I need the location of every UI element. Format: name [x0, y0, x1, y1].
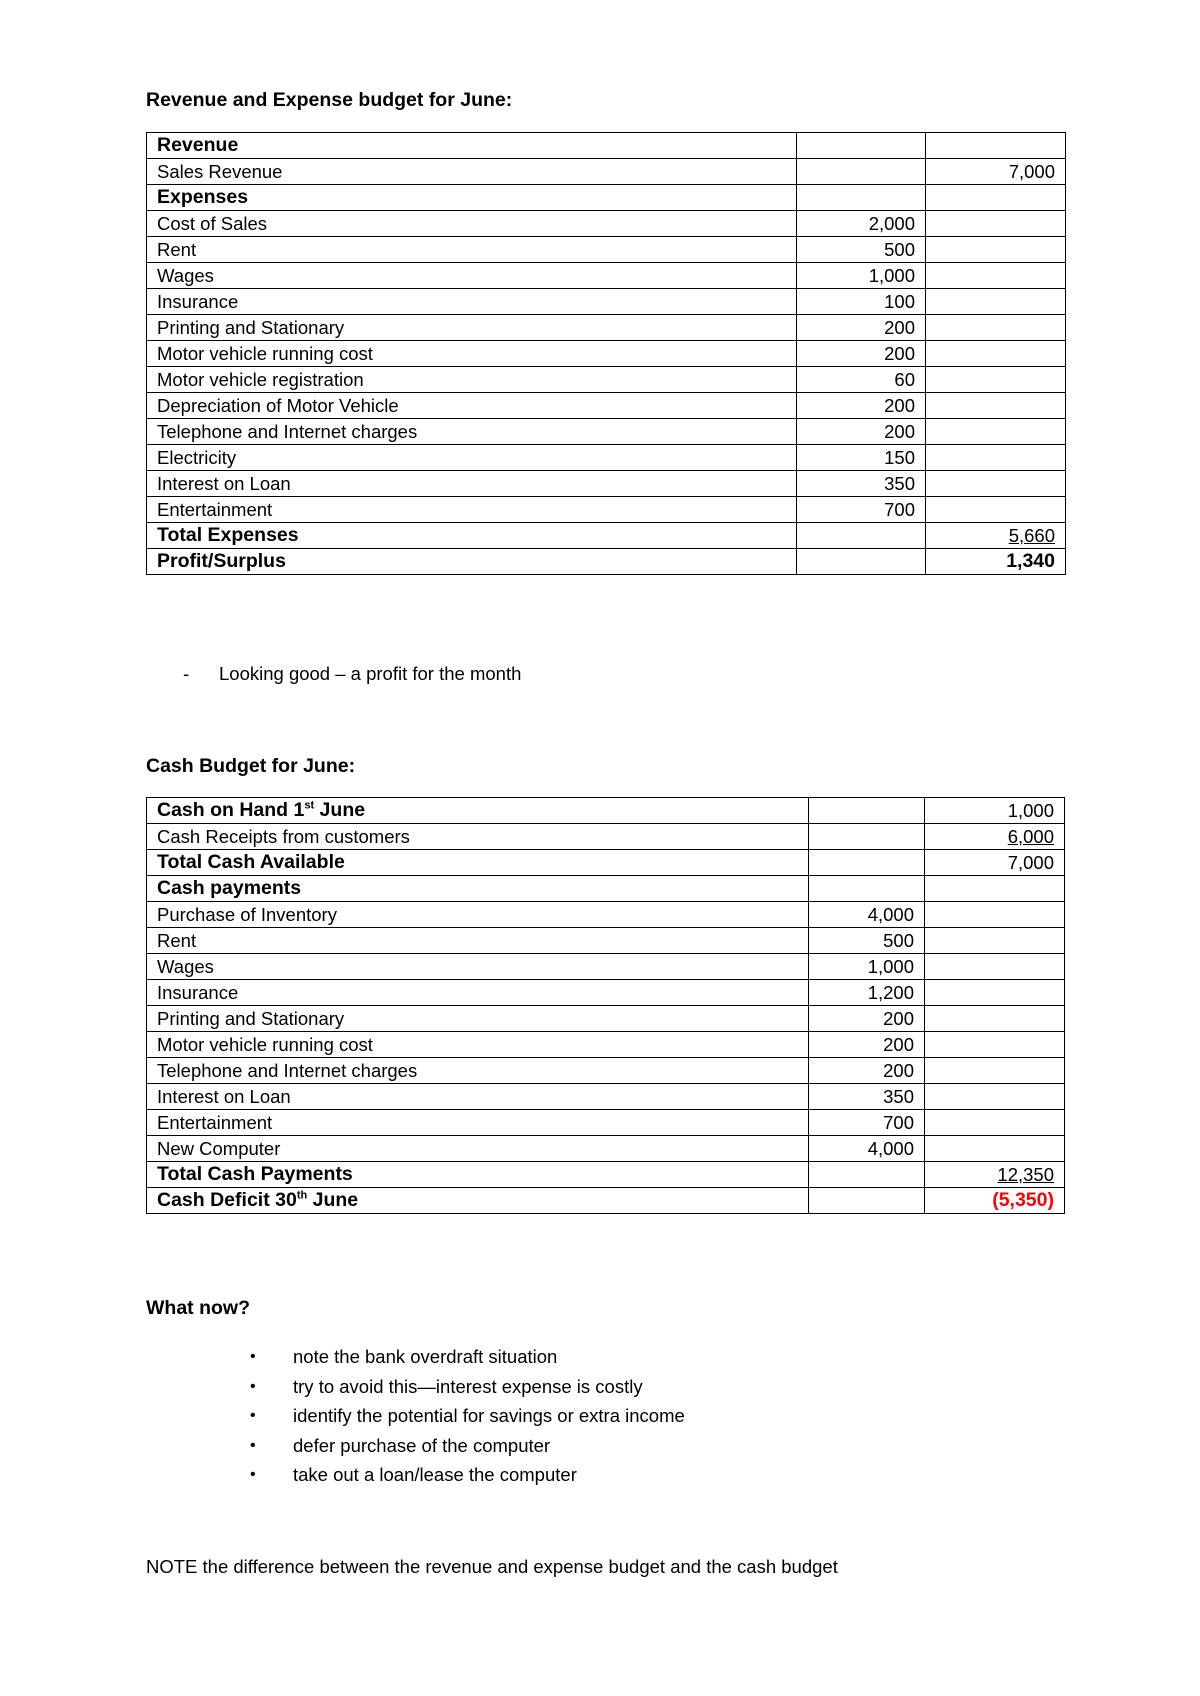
expenses-section-label: Expenses — [147, 185, 797, 211]
table-row — [147, 876, 1065, 902]
row-value: 200 — [797, 393, 926, 419]
row-value: 200 — [809, 1006, 925, 1032]
row-label: Purchase of Inventory — [147, 902, 809, 928]
row-label: Printing and Stationary — [147, 315, 797, 341]
rev-exp-title: Revenue and Expense budget for June: — [146, 89, 513, 111]
total-expenses-value: 5,660 — [1008, 525, 1055, 546]
row-value: 1,200 — [809, 980, 925, 1006]
table-row — [147, 471, 1066, 497]
cash-title: Cash Budget for June: — [146, 755, 356, 777]
list-item: • identify the potential for savings or extra income — [250, 1405, 685, 1427]
table-row — [147, 445, 1066, 471]
table-row — [147, 954, 1065, 980]
row-label: Motor vehicle running cost — [147, 341, 797, 367]
available-label: Total Cash Available — [147, 850, 809, 876]
row-label: Depreciation of Motor Vehicle — [147, 393, 797, 419]
row-value: 4,000 — [809, 1136, 925, 1162]
profit-label: Profit/Surplus — [147, 549, 797, 575]
table-row — [147, 341, 1066, 367]
row-value: 350 — [809, 1084, 925, 1110]
table-row — [147, 1162, 1065, 1188]
row-value: 350 — [797, 471, 926, 497]
row-value: 200 — [797, 419, 926, 445]
table-row — [147, 419, 1066, 445]
row-label: Entertainment — [147, 1110, 809, 1136]
table-row — [147, 1032, 1065, 1058]
table-row — [147, 1136, 1065, 1162]
table-row — [147, 237, 1066, 263]
row-value: 700 — [809, 1110, 925, 1136]
table-row — [147, 1084, 1065, 1110]
row-value: 1,000 — [809, 954, 925, 980]
table-row — [147, 980, 1065, 1006]
table-row — [147, 393, 1066, 419]
list-item: • defer purchase of the computer — [250, 1434, 551, 1456]
row-label: Wages — [147, 263, 797, 289]
profit-note — [183, 663, 521, 685]
cash-table — [146, 797, 1065, 1214]
payments-section-label: Cash payments — [147, 876, 809, 902]
row-value: 500 — [797, 237, 926, 263]
row-label: Telephone and Internet charges — [147, 1058, 809, 1084]
row-label: Interest on Loan — [147, 1084, 809, 1110]
row-label: Entertainment — [147, 497, 797, 523]
table-row — [147, 1006, 1065, 1032]
list-item: • try to avoid this—interest expense is costly — [250, 1375, 643, 1397]
table-row — [147, 549, 1066, 575]
row-label: Rent — [147, 237, 797, 263]
table-row — [147, 315, 1066, 341]
row-label: Cost of Sales — [147, 211, 797, 237]
total-payments-value: 12,350 — [997, 1164, 1054, 1185]
row-value: 200 — [797, 341, 926, 367]
row-label: Insurance — [147, 980, 809, 1006]
row-label: Rent — [147, 928, 809, 954]
row-value: 150 — [797, 445, 926, 471]
table-row — [147, 928, 1065, 954]
profit-note-text: Looking good – a profit for the month — [219, 663, 522, 684]
table-row — [147, 211, 1066, 237]
row-value: 200 — [809, 1032, 925, 1058]
row-value: 700 — [797, 497, 926, 523]
row-label: Insurance — [147, 289, 797, 315]
what-now-list — [250, 1342, 685, 1490]
final-note: NOTE the difference between the revenue and expense budget and the cash budget — [146, 1556, 838, 1577]
table-row — [147, 497, 1066, 523]
opening-cash-label: Cash on Hand 1st June — [147, 798, 809, 824]
total-payments-label: Total Cash Payments — [147, 1162, 809, 1188]
available-value: 7,000 — [925, 850, 1065, 876]
table-row — [147, 133, 1066, 159]
deficit-value: (5,350) — [992, 1189, 1054, 1211]
row-total: 7,000 — [926, 159, 1066, 185]
total-expenses-label: Total Expenses — [147, 523, 797, 549]
row-value: 500 — [809, 928, 925, 954]
row-label: Telephone and Internet charges — [147, 419, 797, 445]
table-row — [147, 1188, 1065, 1214]
row-value: 200 — [797, 315, 926, 341]
row-label: Electricity — [147, 445, 797, 471]
row-label: Interest on Loan — [147, 471, 797, 497]
opening-cash-value: 1,000 — [925, 798, 1065, 824]
row-label: Motor vehicle running cost — [147, 1032, 809, 1058]
row-value: 100 — [797, 289, 926, 315]
row-label: Wages — [147, 954, 809, 980]
row-value: 2,000 — [797, 211, 926, 237]
table-row — [147, 1110, 1065, 1136]
row-label: Printing and Stationary — [147, 1006, 809, 1032]
row-label: Sales Revenue — [147, 159, 797, 185]
table-row — [147, 159, 1066, 185]
table-row — [147, 1058, 1065, 1084]
table-row — [147, 367, 1066, 393]
row-value: 60 — [797, 367, 926, 393]
revenue-section-label: Revenue — [147, 133, 797, 159]
table-row — [147, 289, 1066, 315]
table-row — [147, 824, 1065, 850]
profit-value: 1,340 — [926, 549, 1066, 575]
rev-exp-table — [146, 132, 1066, 575]
table-row — [147, 523, 1066, 549]
list-item: • take out a loan/lease the computer — [250, 1464, 577, 1486]
row-label: Cash Receipts from customers — [147, 824, 809, 850]
table-row — [147, 798, 1065, 824]
table-row — [147, 850, 1065, 876]
table-row — [147, 902, 1065, 928]
dash-marker: - — [183, 663, 190, 684]
row-value: 4,000 — [809, 902, 925, 928]
row-value: 1,000 — [797, 263, 926, 289]
what-now-title: What now? — [146, 1297, 250, 1319]
row-label: Motor vehicle registration — [147, 367, 797, 393]
row-label: New Computer — [147, 1136, 809, 1162]
table-row — [147, 263, 1066, 289]
table-row — [147, 185, 1066, 211]
deficit-label: Cash Deficit 30th June — [147, 1188, 809, 1214]
list-item: • note the bank overdraft situation — [250, 1346, 558, 1367]
row-value: 200 — [809, 1058, 925, 1084]
receipts-value: 6,000 — [1007, 826, 1054, 847]
